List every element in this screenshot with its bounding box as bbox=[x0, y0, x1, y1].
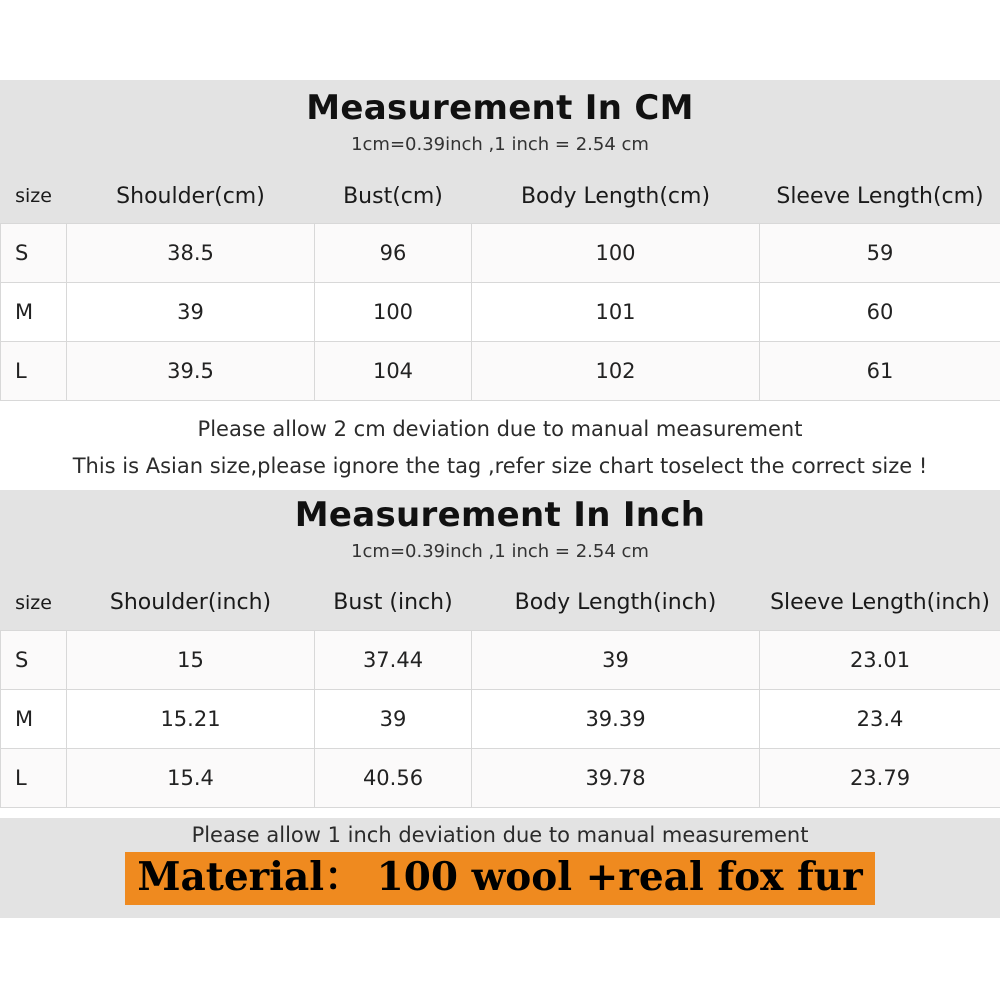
cm-row-s-bust: 96 bbox=[315, 224, 472, 283]
inch-header-bust: Bust (inch) bbox=[333, 590, 453, 616]
inch-table-header bbox=[1, 576, 1000, 631]
cm-header-size: size bbox=[15, 185, 52, 207]
inch-row-m-size: M bbox=[1, 689, 67, 748]
cm-table-body bbox=[1, 224, 1000, 401]
cm-row-l-body-length: 102 bbox=[472, 342, 760, 401]
material-banner bbox=[0, 852, 1000, 905]
table-row bbox=[1, 283, 1000, 342]
cm-header-bust: Bust(cm) bbox=[343, 183, 443, 209]
inch-deviation-note: Please allow 1 inch deviation due to manual measurement bbox=[191, 822, 809, 847]
inch-row-l-bust: 40.56 bbox=[315, 748, 472, 807]
inch-header-sleeve-length: Sleeve Length(inch) bbox=[770, 590, 990, 616]
inch-table-body bbox=[1, 630, 1000, 807]
cm-row-m-bust: 100 bbox=[315, 283, 472, 342]
cm-row-l-sleeve-length: 61 bbox=[760, 342, 1000, 401]
table-row bbox=[1, 689, 1000, 748]
material-text: Material： 100 wool +real fox fur bbox=[125, 852, 874, 905]
cm-table-header bbox=[1, 169, 1000, 224]
cm-row-s-size: S bbox=[1, 224, 67, 283]
inch-row-m-shoulder: 15.21 bbox=[67, 689, 315, 748]
inch-row-m-bust: 39 bbox=[315, 689, 472, 748]
cm-row-l-size: L bbox=[1, 342, 67, 401]
inch-row-l-size: L bbox=[1, 748, 67, 807]
inch-header-body-length: Body Length(inch) bbox=[514, 590, 717, 616]
inch-row-s-shoulder: 15 bbox=[67, 630, 315, 689]
table-row bbox=[1, 748, 1000, 807]
cm-section-subtitle: 1cm=0.39inch ,1 inch = 2.54 cm bbox=[351, 134, 649, 155]
cm-row-l-bust: 104 bbox=[315, 342, 472, 401]
inch-row-s-bust: 37.44 bbox=[315, 630, 472, 689]
cm-row-s-sleeve-length: 59 bbox=[760, 224, 1000, 283]
inch-section-subtitle: 1cm=0.39inch ,1 inch = 2.54 cm bbox=[351, 540, 649, 562]
inch-row-l-shoulder: 15.4 bbox=[67, 748, 315, 807]
inch-header-row bbox=[1, 576, 1000, 631]
cm-header-body-length: Body Length(cm) bbox=[520, 183, 711, 209]
cm-deviation-note: Please allow 2 cm deviation due to manual measurement bbox=[197, 417, 803, 441]
cm-row-s-shoulder: 38.5 bbox=[67, 224, 315, 283]
inch-row-l-body-length: 39.78 bbox=[472, 748, 760, 807]
inch-section-title: Measurement In Inch bbox=[294, 494, 706, 535]
cm-row-m-body-length: 101 bbox=[472, 283, 760, 342]
cm-header-shoulder: Shoulder(cm) bbox=[116, 183, 265, 209]
table-row bbox=[1, 630, 1000, 689]
inch-header-size: size bbox=[15, 591, 52, 614]
cm-header-row bbox=[1, 169, 1000, 224]
inch-measurement-table bbox=[0, 576, 1000, 808]
inch-row-m-sleeve-length: 23.4 bbox=[760, 689, 1000, 748]
cm-measurement-table bbox=[0, 169, 1000, 401]
cm-section-title: Measurement In CM bbox=[306, 88, 694, 128]
cm-asian-size-note: This is Asian size,please ignore the tag ,refer size chart toselect the correct size ! bbox=[72, 454, 928, 479]
cm-row-m-sleeve-length: 60 bbox=[760, 283, 1000, 342]
table-row bbox=[1, 224, 1000, 283]
inch-row-l-sleeve-length: 23.79 bbox=[760, 748, 1000, 807]
inch-row-s-sleeve-length: 23.01 bbox=[760, 630, 1000, 689]
cm-header-sleeve-length: Sleeve Length(cm) bbox=[776, 183, 984, 209]
cm-row-m-shoulder: 39 bbox=[67, 283, 315, 342]
inch-row-m-body-length: 39.39 bbox=[472, 689, 760, 748]
table-row bbox=[1, 342, 1000, 401]
cm-row-l-shoulder: 39.5 bbox=[67, 342, 315, 401]
inch-row-s-body-length: 39 bbox=[472, 630, 760, 689]
inch-header-shoulder: Shoulder(inch) bbox=[109, 590, 272, 616]
inch-row-s-size: S bbox=[1, 630, 67, 689]
cm-row-m-size: M bbox=[1, 283, 67, 342]
cm-row-s-body-length: 100 bbox=[472, 224, 760, 283]
